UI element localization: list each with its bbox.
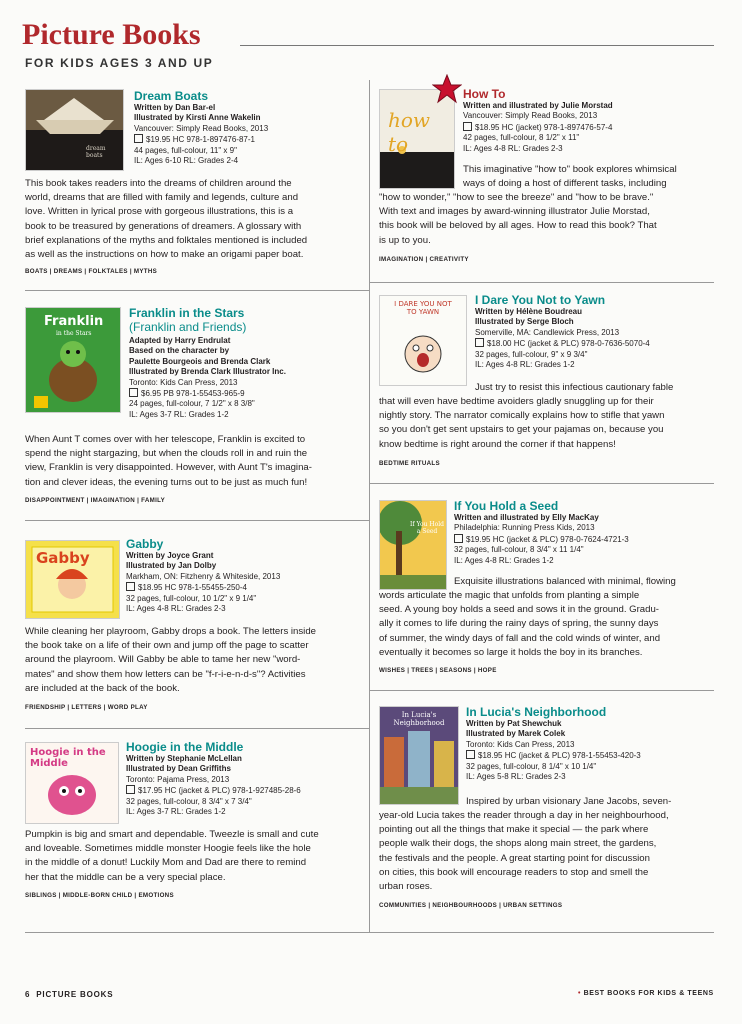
- page-title: Picture Books: [22, 18, 201, 51]
- book-format: 32 pages, full-colour, 9" x 9 3/4": [475, 349, 588, 359]
- book-series: (Franklin and Friends): [129, 320, 247, 334]
- row-divider: [25, 290, 369, 291]
- order-checkbox[interactable]: [466, 750, 475, 759]
- book-author: Written by Dan Bar-el: [134, 103, 216, 112]
- footer-page-label: [25, 990, 113, 999]
- book-price: $18.95 HC 978-1-55455-250-4: [138, 583, 247, 593]
- book-title: Hoogie in the Middle: [126, 740, 244, 754]
- book-cover-yawn: [379, 295, 467, 386]
- book-cover-gabby: [25, 540, 120, 619]
- book-cover-how-to: [379, 89, 455, 189]
- book-publisher: Somerville, MA: Candlewick Press, 2013: [475, 327, 620, 337]
- row-divider: [370, 282, 714, 283]
- book-title: How To: [463, 87, 506, 101]
- cover-title-text: In Lucia's Neighborhood: [393, 711, 445, 727]
- book-adapter: Adapted by Harry Endrulat: [129, 336, 231, 345]
- cover-title-text: Hoogie in the Middle: [30, 747, 106, 769]
- book-meta: [466, 719, 641, 782]
- book-cover-franklin: [25, 307, 121, 413]
- book-tags: BOATS | DREAMS | FOLKTALES | MYTHS: [25, 268, 158, 275]
- book-description: While cleaning her playroom, Gabby drops a book. The letters inside the book take on a life of their own and jump off the page to scatter around the playroom. Will Gabby be able to tame her new "word- mates" and show them how letters can be "f-r-i-e-n-d-s"? Activities are included at the back of the book.: [25, 626, 316, 694]
- book-levels: IL: Ages 3-7 RL: Grades 1-2: [129, 409, 229, 419]
- book-description: that will even have bedtime avoiders gladly snuggling up for their nightly story. The narrator comically explains how to stifle that yawn so you don't get sent upstairs to get your pajamas on, because you know bedtime is right around the corner if that happens!: [379, 396, 665, 450]
- section-name: PICTURE BOOKS: [36, 990, 114, 999]
- row-divider: [370, 483, 714, 484]
- page-number: 6: [25, 990, 31, 999]
- book-levels: IL: Ages 4-8 RL: Grades 1-2: [475, 360, 575, 370]
- book-illustrator: Illustrated by Jan Dolby: [126, 561, 217, 571]
- book-title: Gabby: [126, 537, 164, 551]
- order-checkbox[interactable]: [129, 388, 138, 397]
- book-levels: IL: Ages 5-8 RL: Grades 2-3: [466, 772, 566, 782]
- book-price: $19.95 HC 978-1-897476-87-1: [146, 135, 255, 145]
- book-description-lead: Inspired by urban visionary Jane Jacobs, seven-: [466, 796, 672, 807]
- book-illustrator: Illustrated by Brenda Clark Illustrator Inc.: [129, 367, 286, 377]
- cover-title-text: Gabby: [36, 549, 90, 567]
- book-format: 32 pages, full-colour, 8 1/4" x 10 1/4": [466, 761, 597, 771]
- footer-publication: • BEST BOOKS FOR KIDS & TEENS: [578, 990, 714, 997]
- row-divider: [370, 690, 714, 691]
- book-tags: SIBLINGS | MIDDLE-BORN CHILD | EMOTIONS: [25, 892, 174, 899]
- award-star-icon: [432, 74, 462, 104]
- book-format: 24 pages, full-colour, 7 1/2" x 8 3/8": [129, 399, 255, 409]
- book-author: Written by Joyce Grant: [126, 551, 214, 560]
- book-price: $18.00 HC (jacket & PLC) 978-0-7636-5070-4: [487, 339, 650, 349]
- book-levels: IL: Ages 3-7 RL: Grades 1-2: [126, 807, 226, 817]
- book-price: $17.95 HC (jacket & PLC) 978-1-927485-28-6: [138, 786, 301, 796]
- book-illustrator: Illustrated by Serge Bloch: [475, 317, 574, 327]
- cover-title-text: dream boats: [86, 145, 106, 159]
- book-publisher: Toronto: Kids Can Press, 2013: [129, 377, 238, 387]
- book-author: Written by Pat Shewchuk: [466, 719, 562, 728]
- book-description: Pumpkin is big and smart and dependable. Tweezle is small and cute and loveable. Sometimes middle monster Hoogie feels like the hole in the middle of a donut! Luckily Mom and Dad are there to remind her that the middle can be a very special place.: [25, 829, 319, 883]
- book-description: This book takes readers into the dreams of children around the world, dreams that are filled with family and legends, culture and love. Written in lyrical prose with gorgeous illustrations, this is a book to be treasured by generations of dreamers. A glossary with brief explanations of the myths and folktales mentioned is included as well as the instructions on how to make an origami paper boat.: [25, 178, 308, 261]
- book-cover-lucia: [379, 706, 459, 805]
- book-cover-dream-boats: [25, 89, 124, 171]
- book-tags: DISAPPOINTMENT | IMAGINATION | FAMILY: [25, 497, 166, 504]
- book-levels: IL: Ages 4-8 RL: Grades 2-3: [126, 604, 226, 614]
- book-publisher: Toronto: Pajama Press, 2013: [126, 774, 230, 784]
- book-publisher: Toronto: Kids Can Press, 2013: [466, 739, 575, 749]
- book-tags: IMAGINATION | CREATIVITY: [379, 256, 469, 263]
- row-divider: [25, 520, 369, 521]
- book-tags: FRIENDSHIP | LETTERS | WORD PLAY: [25, 704, 148, 711]
- page-subtitle: FOR KIDS AGES 3 AND UP: [25, 56, 214, 70]
- book-illustrator: Illustrated by Kirsti Anne Wakelin: [134, 113, 261, 123]
- cover-title-text: how to: [388, 108, 431, 156]
- publication-name: BEST BOOKS FOR KIDS & TEENS: [583, 990, 714, 997]
- cover-title-text: I DARE YOU NOT TO YAWN: [394, 300, 452, 316]
- column-divider: [369, 80, 370, 932]
- book-cover-hoogie: [25, 742, 119, 824]
- order-checkbox[interactable]: [475, 338, 484, 347]
- book-format: 42 pages, full-colour, 8 1/2" x 11": [463, 133, 580, 143]
- book-author: Written by Stephanie McLellan: [126, 754, 242, 763]
- book-cover-seed: [379, 500, 447, 590]
- book-description: When Aunt T comes over with her telescope, Franklin is excited to spend the night stargazing, but when the clouds roll in and ruin the view, Franklin is very disappointed. However, with Aunt T's imagina- tion and clever ideas, the evening turns out to be just as much fun!: [25, 434, 312, 488]
- book-illustrator: Illustrated by Marek Colek: [466, 729, 566, 739]
- book-description: words articulate the magic that unfolds from planting a simple seed. A young boy holds a seed and sows it in the ground. Gradu- ally it comes to life during the rainy days of spring, the sunny days of summer, the windy days of fall and the cold winds of winter, and eventually it becomes so large it holds the boy in its branches.: [379, 590, 661, 658]
- book-levels: IL: Ages 4-8 RL: Grades 2-3: [463, 143, 563, 153]
- book-description: year-old Lucia takes the reader through a day in her neighbourhood, pointing out all the things that make it special — the park where people walk their dogs, the shops along main street, the gardens, the festivals and the people. A great starting point for discussion on cities, this book will encourage readers to stop and smell the urban roses.: [379, 810, 669, 893]
- cover-subtitle-text: in the Stars: [56, 330, 92, 337]
- book-tags: WISHES | TREES | SEASONS | HOPE: [379, 667, 497, 674]
- book-meta: [126, 754, 301, 817]
- book-levels: IL: Ages 6-10 RL: Grades 2-4: [134, 156, 239, 166]
- book-based-on: Based on the character by: [129, 346, 230, 356]
- book-publisher: Markham, ON: Fitzhenry & Whiteside, 2013: [126, 571, 281, 581]
- book-title: In Lucia's Neighborhood: [466, 705, 607, 719]
- book-format: 32 pages, full-colour, 10 1/2" x 9 1/4": [126, 593, 257, 603]
- book-illustrator: Illustrated by Dean Griffiths: [126, 764, 231, 774]
- book-format: 32 pages, full-colour, 8 3/4" x 7 3/4": [126, 796, 252, 806]
- title-rule: [240, 45, 714, 46]
- book-description-lead: Exquisite illustrations balanced with minimal, flowing: [454, 576, 676, 587]
- order-checkbox[interactable]: [463, 122, 472, 131]
- book-author: Written by Hélène Boudreau: [475, 307, 582, 316]
- book-price: $18.95 HC (jacket) 978-1-897476-57-4: [475, 122, 613, 132]
- book-title: Franklin in the Stars: [129, 306, 245, 320]
- book-tags: COMMUNITIES | NEIGHBOURHOODS | URBAN SETTINGS: [379, 902, 563, 909]
- order-checkbox[interactable]: [126, 785, 135, 794]
- book-description-lead: This imaginative "how to" book explores whimsical ways of doing a host of different tasks, including: [463, 164, 677, 190]
- book-levels: IL: Ages 4-8 RL: Grades 1-2: [454, 555, 554, 565]
- book-meta: [134, 103, 268, 166]
- tree-illustration: [380, 501, 446, 589]
- book-format: 32 pages, full-colour, 8 3/4" x 11 1/4": [454, 545, 584, 555]
- book-creators: Paulette Bourgeois and Brenda Clark: [129, 356, 271, 366]
- book-description-lead: Just try to resist this infectious cautionary fable: [475, 382, 674, 393]
- book-publisher: Vancouver: Simply Read Books, 2013: [134, 123, 269, 133]
- book-price: $18.95 HC (jacket & PLC) 978-1-55453-420-3: [478, 751, 641, 761]
- book-format: 44 pages, full-colour, 11" x 9": [134, 145, 237, 155]
- book-price: $19.95 HC (jacket & PLC) 978-0-7624-4721-3: [466, 534, 629, 544]
- order-checkbox[interactable]: [454, 534, 463, 543]
- cover-title-text: Franklin: [44, 314, 104, 329]
- book-author: Written and illustrated by Elly MacKay: [454, 513, 599, 522]
- book-description: "how to wonder," "how to see the breeze" and "how to be brave." With text and images by award-winning illustrator Julie Morstad, this book will be beloved by all ages. How to read this book? That is up to you.: [379, 192, 657, 246]
- book-title: Dream Boats: [134, 89, 209, 103]
- book-meta: [454, 513, 629, 566]
- book-meta: [463, 101, 613, 154]
- bottom-divider: [25, 932, 714, 933]
- book-tags: BEDTIME RITUALS: [379, 460, 440, 467]
- row-divider: [25, 728, 369, 729]
- order-checkbox[interactable]: [126, 582, 135, 591]
- order-checkbox[interactable]: [134, 134, 143, 143]
- book-author: Written and illustrated by Julie Morstad: [463, 101, 613, 110]
- book-meta: [129, 336, 286, 420]
- cover-title-text: If You Hold a Seed: [410, 521, 444, 535]
- book-price: $6.95 PB 978-1-55453-965-9: [141, 389, 245, 399]
- book-meta: [475, 307, 650, 370]
- book-title: I Dare You Not to Yawn: [475, 293, 606, 307]
- book-publisher: Vancouver: Simply Read Books, 2013: [463, 111, 598, 121]
- book-meta: [126, 551, 280, 614]
- book-publisher: Philadelphia: Running Press Kids, 2013: [454, 523, 595, 533]
- book-title: If You Hold a Seed: [454, 499, 559, 513]
